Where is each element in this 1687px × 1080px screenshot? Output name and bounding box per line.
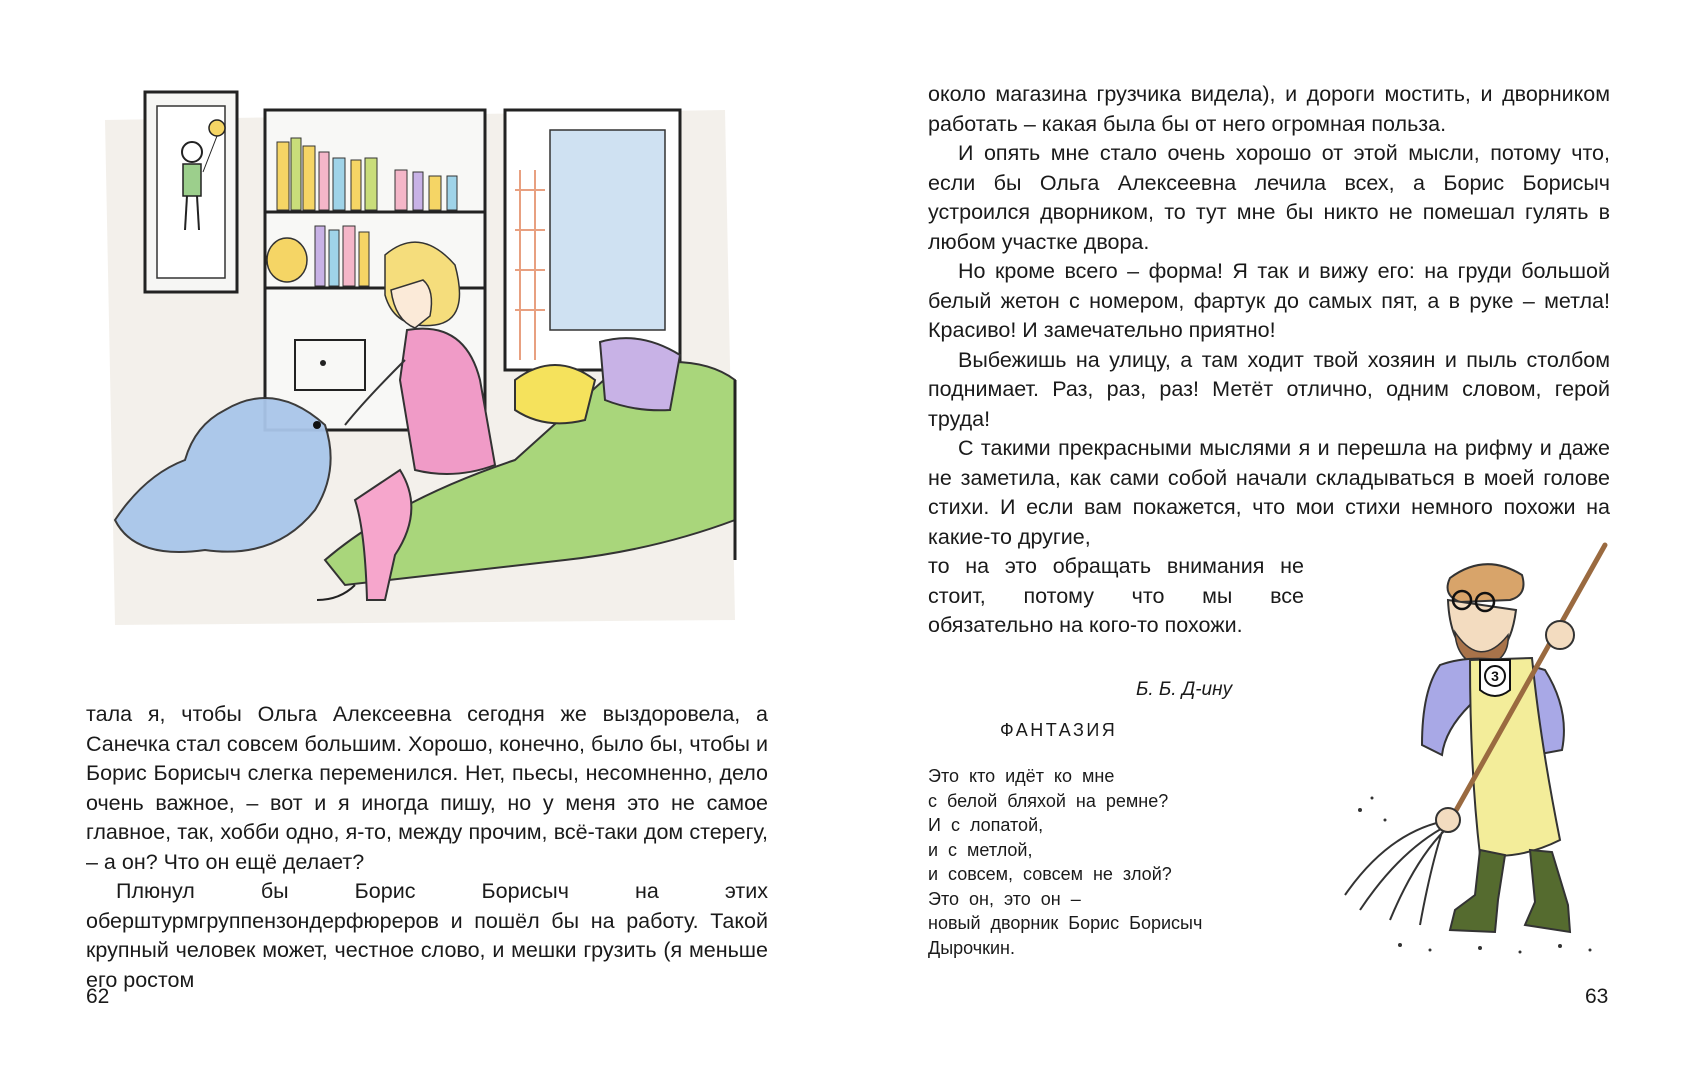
poem-line: новый дворник Борис Борисыч — [928, 913, 1203, 933]
left-paragraph-1: тала я, чтобы Ольга Алексеевна сегодня же выздоровела, а Санечка стал совсем большим. Хорошо, конечно, было бы, чтобы и Борис Борисыч слегка переменился. Нет, пьесы, несомненно, дело очень важное, – вот и я иногда пишу, но у меня это не самое главное, так, хобби одно, я-то, между прочим, всё-таки дом стерегу, – а он? Что он ещё делает? — [86, 702, 768, 874]
right-paragraph-2: И опять мне стало очень хорошо от этой мысли, потому что, если бы Ольга Алексеевна лечила всех, а Борис Борисыч устроился дворником, то тут мне бы никто не помешал гулять в любом участке двора. — [928, 141, 1610, 254]
right-page-number: 63 — [1585, 985, 1609, 1008]
poem-line: и совсем, совсем не злой? — [928, 864, 1172, 884]
right-page-text — [928, 80, 1610, 552]
poem-line: с белой бляхой на ремне? — [928, 790, 1169, 811]
poem-title: ФАНТАЗИЯ — [1000, 720, 1118, 740]
poem-line: Это он, это он – — [928, 888, 1081, 909]
poem-line: и с метлой, — [928, 839, 1033, 860]
janitor-with-broom-illustration — [1330, 540, 1660, 970]
right-paragraph-6: то на это обращать внимания не стоит, потому что мы все обязательно на кого-то похожи. — [928, 554, 1304, 637]
left-page-number: 62 — [86, 985, 110, 1008]
poem-line: И с лопатой, — [928, 815, 1044, 835]
poem-line: Дырочкин. — [928, 937, 1016, 958]
right-paragraph-1: около магазина грузчика видела), и дороги мостить, и дворником работать – какая была бы от него огромная польза. — [928, 82, 1610, 136]
left-paragraph-2: Плюнул бы Борис Борисыч на этих оберштурмгруппензондерфюреров и пошёл бы на работу. Такой крупный человек может, честное слово, и мешки грузить (я меньше его ростом — [86, 879, 768, 992]
left-page-text — [86, 700, 768, 995]
right-paragraph-5: С такими прекрасными мыслями я и перешла на рифму и даже не заметила, как сами собой начали складываться в моей голове стихи. И если вам покажется, что мои стихи немного похожи на какие-то другие, — [928, 436, 1610, 549]
poem-dedication: Б. Б. Д-ину — [1136, 679, 1233, 700]
right-page-text-narrow — [928, 552, 1304, 641]
right-paragraph-3: Но кроме всего – форма! Я так и вижу его: на груди большой белый жетон с номером, фартук до самых пят, а в руке – метла! Красиво! И замечательно приятно! — [928, 259, 1610, 342]
woman-petting-dog-illustration — [95, 80, 815, 660]
poem-line: Это кто идёт ко мне — [928, 766, 1115, 786]
right-paragraph-4: Выбежишь на улицу, а там ходит твой хозяин и пыль столбом поднимает. Раз, раз, раз! Метёт отлично, одним словом, герой труда! — [928, 347, 1610, 431]
badge-number: 3 — [1491, 668, 1499, 684]
poem — [928, 764, 1202, 960]
